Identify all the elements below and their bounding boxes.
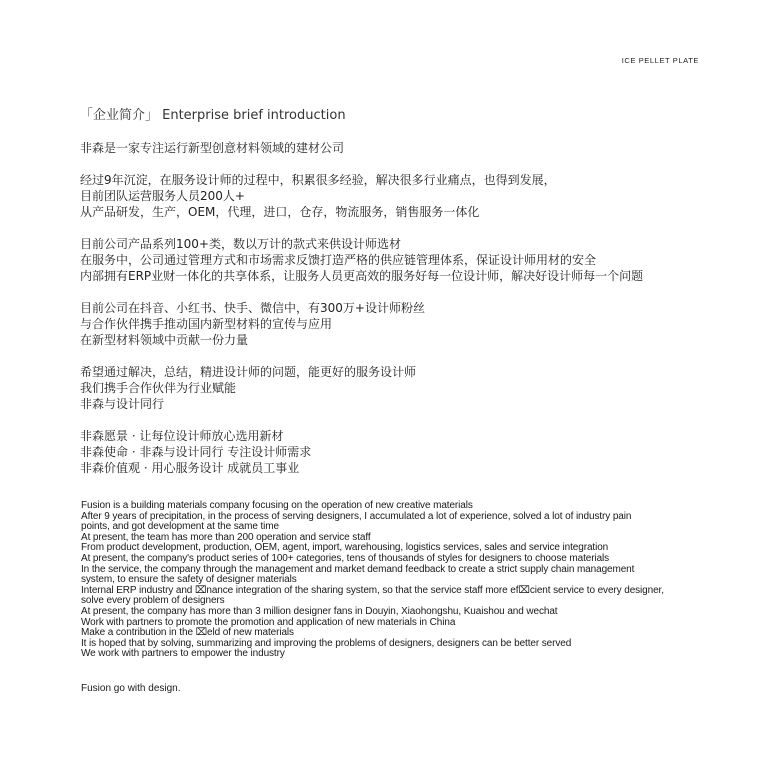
cn-paragraph [80,300,720,348]
cn-line: 非森价值观 · 用心服务设计 成就员工事业 [80,461,300,475]
en-line: points, and got development at the same time [81,521,279,533]
en-line: At present, the company's product series of 100+ categories, tens of thousands of styles for designers to choose materials [81,552,610,564]
cn-line: 目前团队运营服务人员200人+ [80,189,245,203]
en-line: Internal ERP industry and ⌧nance integration of the sharing system, so that the service staff more ef⌧cient service to every designer, [81,584,664,596]
closing-tagline: Fusion go with design. [81,683,181,694]
chinese-intro-section [80,108,720,476]
en-line: From product development, production, OEM, agent, import, warehousing, logistics services, sales and service integration [81,542,609,554]
en-line: solve every problem of designers [81,595,225,607]
cn-line: 非森使命 · 非森与设计同行 专注设计师需求 [80,445,312,459]
cn-line: 从产品研发，生产，OEM，代理，进口，仓存，物流服务，销售服务一体化 [80,205,480,219]
cn-paragraph [80,172,720,220]
en-line: It is hoped that by solving, summarizing and improving the problems of designers, designers can be better served [81,637,572,649]
cn-line: 在新型材料领域中贡献一份力量 [80,333,249,347]
cn-line: 目前公司产品系列100+类，数以万计的款式来供设计师选材 [80,237,401,251]
cn-paragraph [80,364,720,412]
en-line: We work with partners to empower the industry [81,648,285,660]
en-line: At present, the company has more than 3 million designer fans in Douyin, Xiaohongshu, Kuaishou and wechat [81,605,558,617]
en-line: Make a contribution in the ⌧eld of new materials [81,627,294,639]
cn-line: 非森是一家专注运行新型创意材料领域的建材公司 [80,141,345,155]
english-intro-section [81,501,721,660]
cn-line: 目前公司在抖音、小红书、快手、微信中，有300万+设计师粉丝 [80,301,425,315]
cn-line: 在服务中，公司通过管理方式和市场需求反馈打造严格的供应链管理体系，保证设计师用材的安全 [80,253,597,267]
cn-line: 与合作伙伴携手推动国内新型材料的宣传与应用 [80,317,333,331]
cn-paragraph [80,428,720,476]
section-title: 「企业简介」 Enterprise brief introduction [80,108,346,123]
en-line: Work with partners to promote the promotion and application of new materials in China [81,616,456,628]
cn-paragraph [80,236,720,284]
en-line: Fusion is a building materials company focusing on the operation of new creative materials [81,500,473,511]
cn-line: 我们携手合作伙伴为行业赋能 [80,381,237,395]
en-line: At present, the team has more than 200 operation and service staff [81,531,371,543]
cn-line: 希望通过解决，总结，精进设计师的问题，能更好的服务设计师 [80,365,417,379]
cn-line: 内部拥有ERP业财一体化的共享体系，让服务人员更高效的服务好每一位设计师，解决好设计师每一个问题 [80,269,644,283]
en-line: In the service, the company through the management and market demand feedback to create a strict supply chain management [81,563,635,575]
cn-line: 非森与设计同行 [80,397,165,411]
cn-line: 非森愿景 · 让每位设计师放心选用新材 [80,429,284,443]
header-tag: ICE PELLET PLATE [621,56,699,65]
cn-line: 经过9年沉淀，在服务设计师的过程中，积累很多经验，解决很多行业痛点，也得到发展， [80,173,556,187]
en-line: After 9 years of precipitation, in the process of serving designers, I accumulated a lot of experience, solved a lot of industry pain [81,510,632,522]
en-line: system, to ensure the safety of designer materials [81,574,297,586]
cn-paragraph [80,140,720,156]
